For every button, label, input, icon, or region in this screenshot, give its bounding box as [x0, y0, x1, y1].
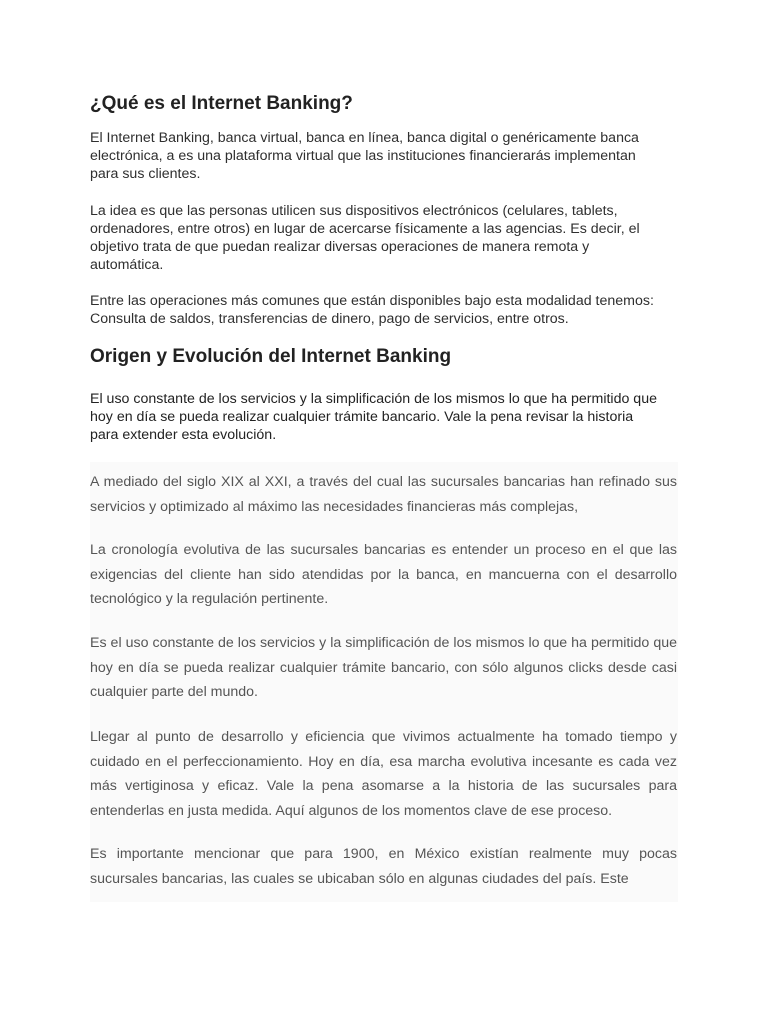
history-quote-block — [90, 462, 678, 902]
paragraph-idea: La idea es que las personas utilicen sus dispositivos electrónicos (celulares, tablets, ordenadores, entre otros) en lugar de acercarse físicamente a las agencias. Es decir, el objetivo trata de que puedan realizar diversas operaciones de manera remota y automática. — [90, 203, 640, 273]
quote-paragraph-4: Llegar al punto de desarrollo y eficiencia que vivimos actualmente ha tomado tiempo y cuidado en el perfeccionamiento. Hoy en día, esa marcha evolutiva incesante es cada vez más vertiginosa y eficaz. Vale la pena asomarse a la historia de las sucursales para entenderlas en justa medida. Aquí algunos de los momentos clave de ese proceso. — [90, 729, 677, 819]
paragraph-operations — [90, 292, 665, 328]
heading-origin-evolution: Origen y Evolución del Internet Banking — [90, 346, 452, 367]
paragraph-evolution-intro: El uso constante de los servicios y la simplificación de los mismos lo que ha permitido que hoy en día se pueda realizar cualquier trámite bancario. Vale la pena revisar la historia para extender esta evolución. — [90, 391, 657, 443]
quote-paragraph-3: Es el uso constante de los servicios y la simplificación de los mismos lo que ha permitido que hoy en día se pueda realizar cualquier trámite bancario, con sólo algunos clicks desde casi cualquier parte del mundo. — [90, 635, 677, 700]
operations-text-after: de dinero, pago de servicios, entre otros. — [307, 311, 569, 327]
heading-what-is-internet-banking: ¿Qué es el Internet Banking? — [90, 93, 353, 114]
paragraph-definition: El Internet Banking, banca virtual, banca en línea, banca digital o genéricamente banca electrónica, a es una plataforma virtual que las instituciones financierarás implementan para sus clientes. — [90, 130, 639, 182]
transferencias-link[interactable]: transferencias — [218, 311, 308, 327]
quote-paragraph-2: La cronología evolutiva de las sucursales bancarias es entender un proceso en el que las exigencias del cliente han sido atendidas por la banca, en mancuerna con el desarrollo tecnológico y la regulación pertinente. — [90, 542, 677, 607]
operations-text-before: Entre las operaciones más comunes que están disponibles bajo esta modalidad tenemos: Consulta de saldos, — [90, 293, 654, 327]
quote-paragraph-1: A mediado del siglo XIX al XXI, a través del cual las sucursales bancarias han refinado sus servicios y optimizado al máximo las necesidades financieras más complejas, — [90, 474, 677, 515]
quote-paragraph-5: Es importante mencionar que para 1900, en México existían realmente muy pocas sucursales bancarias, las cuales se ubicaban sólo en algunas ciudades del país. Este — [90, 846, 677, 887]
